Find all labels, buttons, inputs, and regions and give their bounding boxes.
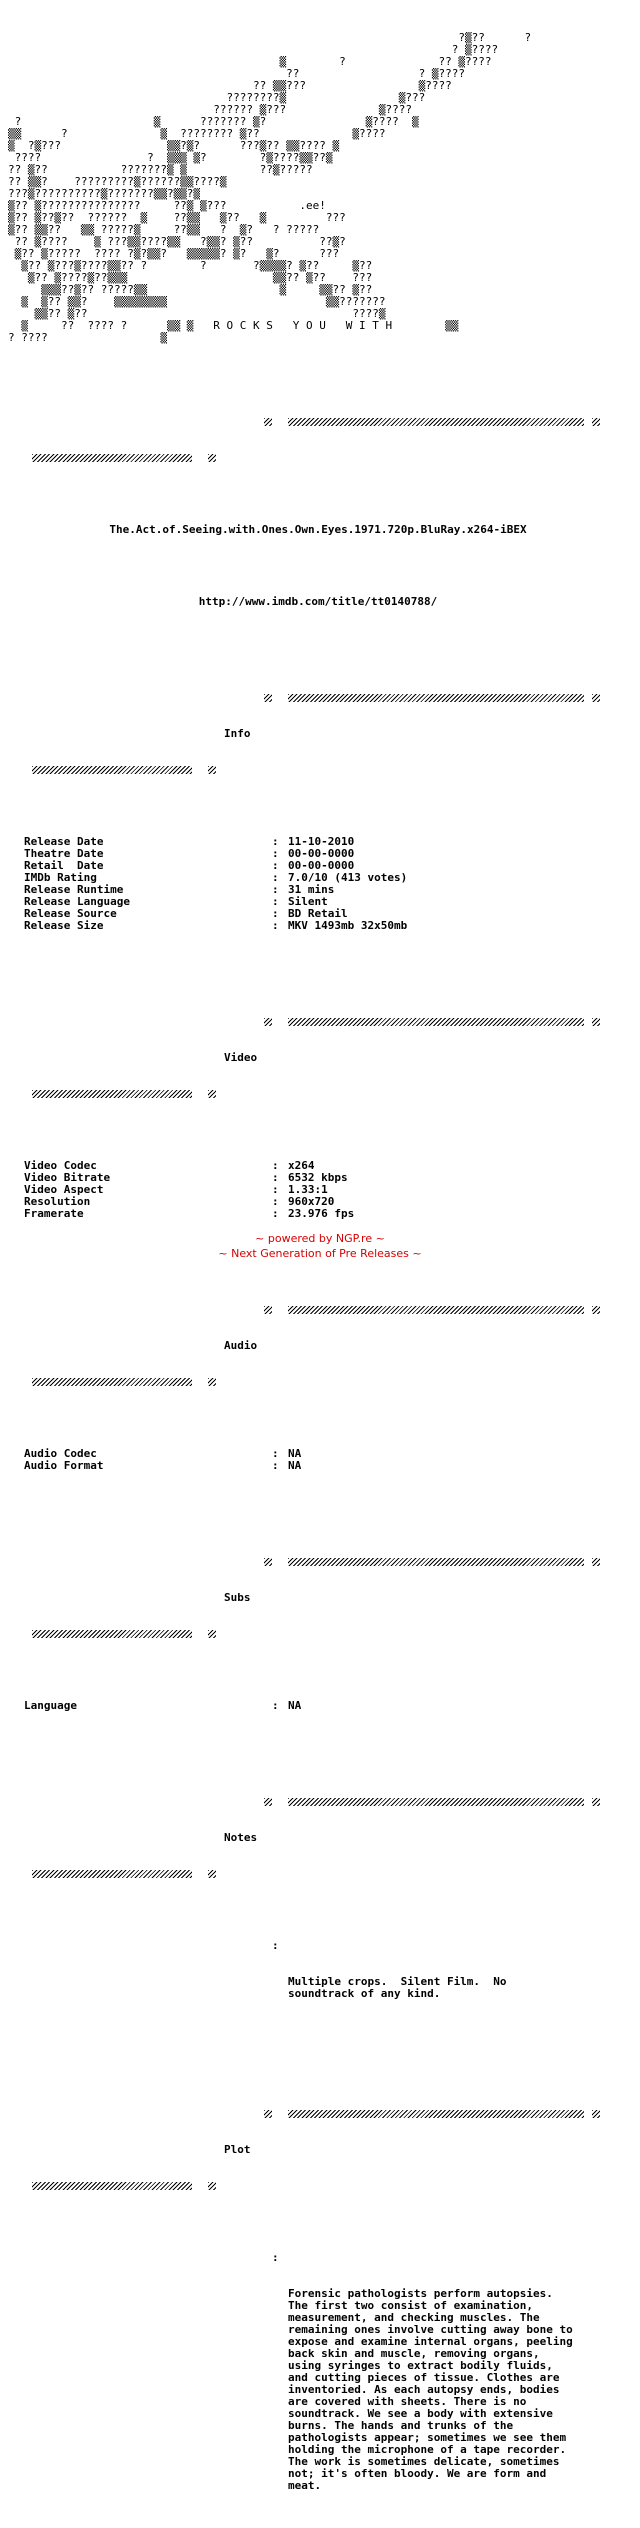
video-separator: : — [272, 1183, 279, 1196]
video-key: Framerate — [24, 1207, 84, 1220]
ascii-art-line: ▒▒▒??▒?? ?????▒▒ ▒ ▒▒?? ▒?? — [8, 284, 373, 296]
audio-separator: : — [272, 1459, 279, 1472]
notes-rule-right — [8, 1796, 640, 1808]
ascii-art-line: ?? ▒?? ???????▒ ▒ ??▒????? — [8, 164, 313, 176]
video-key: Video Bitrate — [24, 1171, 111, 1184]
audio-value: NA — [288, 1447, 302, 1460]
info-value: 00-00-0000 — [288, 859, 355, 872]
info-separator: : — [272, 919, 279, 932]
plot-rule-right — [8, 2108, 640, 2120]
info-key: Release Runtime — [24, 883, 124, 896]
plot-colon: : — [272, 2251, 279, 2264]
ascii-art-line: ?? ▒▒??? ▒???? — [8, 80, 452, 92]
subs-separator: : — [272, 1699, 279, 1712]
ascii-art-line: ? ▒???? — [8, 44, 499, 56]
video-heading-label: Video — [224, 1051, 258, 1064]
ascii-art-line: ???? ? ▒▒▒ ▒? ?▒????▒▒??▒ — [8, 152, 333, 164]
info-key: IMDb Rating — [24, 871, 97, 884]
info-key: Release Size — [24, 919, 104, 932]
info-key: Theatre Date — [24, 847, 104, 860]
ascii-art-line: ▒?? ▒▒?? ▒▒ ?????▒ ??▒▒ ? ▒? ? ????? — [8, 224, 320, 236]
info-value: 31 mins — [288, 883, 335, 896]
video-key: Resolution — [24, 1195, 91, 1208]
audio-value: NA — [288, 1459, 302, 1472]
audio-separator: : — [272, 1447, 279, 1460]
video-value: 1.33:1 — [288, 1183, 328, 1196]
audio-heading — [8, 1340, 640, 1352]
info-key: Release Date — [24, 835, 104, 848]
notes-heading-label: Notes — [224, 1831, 258, 1844]
plot-block — [8, 2252, 640, 2516]
notes-heading — [8, 1832, 640, 1844]
video-value: 6532 kbps — [288, 1171, 348, 1184]
info-separator: : — [272, 895, 279, 908]
info-separator: : — [272, 847, 279, 860]
subs-key: Language — [24, 1699, 77, 1712]
ascii-art-line: ▒ ?? ???? ? ▒▒ ▒ R O C K S Y O U W I T H ▒▒ — [8, 320, 459, 332]
info-value: 7.0/10 (413 votes) — [288, 871, 408, 884]
video-value: x264 — [288, 1159, 315, 1172]
audio-row — [8, 1448, 640, 1460]
info-rule-right — [8, 692, 640, 704]
audio-heading-label: Audio — [224, 1339, 258, 1352]
ascii-art-line: ???▒??????????▒???????▒▒?▒▒?▒ — [8, 188, 201, 200]
plot-heading-label: Plot — [224, 2143, 251, 2156]
audio-key: Audio Codec — [24, 1447, 97, 1460]
ascii-art-logo — [8, 32, 640, 344]
plot-heading — [8, 2144, 640, 2156]
ascii-art-line: ▒?? ▒???▒????▒▒?? ? ? ?▒▒▒▒? ▒?? ▒?? — [8, 260, 373, 272]
info-separator: : — [272, 907, 279, 920]
video-rule-left — [8, 1088, 640, 1100]
nfo-document — [8, 8, 640, 2528]
info-value: 11-10-2010 — [288, 835, 355, 848]
ascii-art-line: ▒?? ▒????▒??▒▒▒ ▒▒?? ▒?? ??? — [8, 272, 373, 284]
footer-powered-by: ~ powered by NGP.re ~ — [255, 1232, 385, 1245]
ascii-art-line: ????????▒ ▒??? — [8, 92, 426, 104]
video-table — [8, 1160, 640, 1220]
info-rule-left — [8, 764, 640, 776]
info-heading-label: Info — [224, 727, 251, 740]
video-key: Video Aspect — [24, 1183, 104, 1196]
subs-heading — [8, 1592, 640, 1604]
audio-rule-left — [8, 1376, 640, 1388]
video-separator: : — [272, 1207, 279, 1220]
info-value: 00-00-0000 — [288, 847, 355, 860]
video-separator: : — [272, 1171, 279, 1184]
info-value: MKV 1493mb 32x50mb — [288, 919, 408, 932]
video-value: 960x720 — [288, 1195, 335, 1208]
subs-table — [8, 1700, 640, 1712]
subs-rule-left — [8, 1628, 640, 1640]
info-separator: : — [272, 835, 279, 848]
ascii-art-line: ?▒?? ? — [8, 32, 532, 44]
video-value: 23.976 fps — [288, 1207, 355, 1220]
info-value: Silent — [288, 895, 328, 908]
notes-colon: : — [272, 1939, 279, 1952]
ascii-art-line: ?? ? ▒???? — [8, 68, 465, 80]
notes-rule-left — [8, 1868, 640, 1880]
ascii-art-line: ▒?? ▒??▒?? ?????? ▒ ??▒▒ ▒?? ▒ ??? — [8, 212, 346, 224]
subs-heading-label: Subs — [224, 1591, 251, 1604]
ascii-art-line: ▒?? ▒??????????????? ??▒ ▒??? .ee! — [8, 200, 326, 212]
info-table — [8, 836, 640, 932]
top-rule-right — [8, 416, 640, 428]
footer-tagline: ~ Next Generation of Pre Releases ~ — [218, 1247, 422, 1260]
audio-table — [8, 1448, 640, 1472]
info-key: Retail Date — [24, 859, 104, 872]
ascii-art-line: ? ▒ ??????? ▒? ▒???? ▒ — [8, 116, 419, 128]
video-row — [8, 1208, 640, 1220]
info-separator: : — [272, 883, 279, 896]
ascii-art-line: ?? ▒▒? ?????????▒??????▒▒????▒ — [8, 176, 227, 188]
ascii-art-line: ▒▒?? ▒?? ????▒ — [8, 308, 386, 320]
imdb-url[interactable]: http://www.imdb.com/title/tt0140788/ — [198, 595, 438, 608]
notes-block — [8, 1940, 640, 2024]
video-separator: : — [272, 1159, 279, 1172]
video-separator: : — [272, 1195, 279, 1208]
audio-rule-right — [8, 1304, 640, 1316]
notes-text: Multiple crops. Silent Film. No soundtrack of any kind. — [288, 1975, 507, 2000]
info-key: Release Source — [24, 907, 117, 920]
info-heading — [8, 728, 640, 740]
info-value: BD Retail — [288, 907, 348, 920]
video-rule-right — [8, 1016, 640, 1028]
video-key: Video Codec — [24, 1159, 97, 1172]
subs-row — [8, 1700, 640, 1712]
subs-rule-right — [8, 1556, 640, 1568]
video-heading — [8, 1052, 640, 1064]
ascii-art-line: ▒ ? ?? ▒???? — [8, 56, 492, 68]
ascii-art-line: ▒?? ▒????? ???? ?▒?▒▒? ▒▒▒▒▒? ▒? ▒? ??? — [8, 248, 340, 260]
ascii-art-line: ▒ ?▒??? ▒▒?▒? ???▒?? ▒▒???? ▒ — [8, 140, 340, 152]
subs-value: NA — [288, 1699, 302, 1712]
info-separator: : — [272, 871, 279, 884]
audio-key: Audio Format — [24, 1459, 104, 1472]
info-separator: : — [272, 859, 279, 872]
ascii-art-line: ?????? ▒??? ▒???? — [8, 104, 412, 116]
plot-text: Forensic pathologists perform autopsies. The first two consist of examination, measurement, and checking muscles. The remaining ones involve cutting away bone to expose and examine internal organs, peeling back skin and muscle, removing organs, using syringes to extract bodily fluids, and cutting pieces of tissue. Clothes are inventoried. As each autopsy ends, bodies are covered with sheets. There is no soundtrack. We see a body with extensive burns. The hands and trunks of the pathologists appear; sometimes we see them holding the microphone of a tape recorder. The work is sometimes delicate, sometimes not; it's often bloody. We are form and meat. — [288, 2287, 573, 2492]
audio-row — [8, 1460, 640, 1472]
ascii-art-line: ?? ▒???? ▒ ???▒▒????▒▒ ?▒▒? ▒?? ??▒? — [8, 236, 346, 248]
ascii-art-line: ? ???? ▒ — [8, 332, 167, 344]
top-rule-left — [8, 452, 640, 464]
release-title: The.Act.of.Seeing.with.Ones.Own.Eyes.1971.720p.BluRay.x264-iBEX — [109, 523, 527, 536]
imdb-link[interactable] — [8, 596, 628, 608]
ascii-art-line: ▒ ▒?? ▒▒? ▒▒▒▒▒▒▒▒ ▒▒??????? — [8, 296, 386, 308]
info-row — [8, 920, 640, 932]
info-key: Release Language — [24, 895, 130, 908]
ascii-art-line: ▒▒ ? ▒ ???????? ▒?? ▒???? — [8, 128, 386, 140]
plot-rule-left — [8, 2180, 640, 2192]
